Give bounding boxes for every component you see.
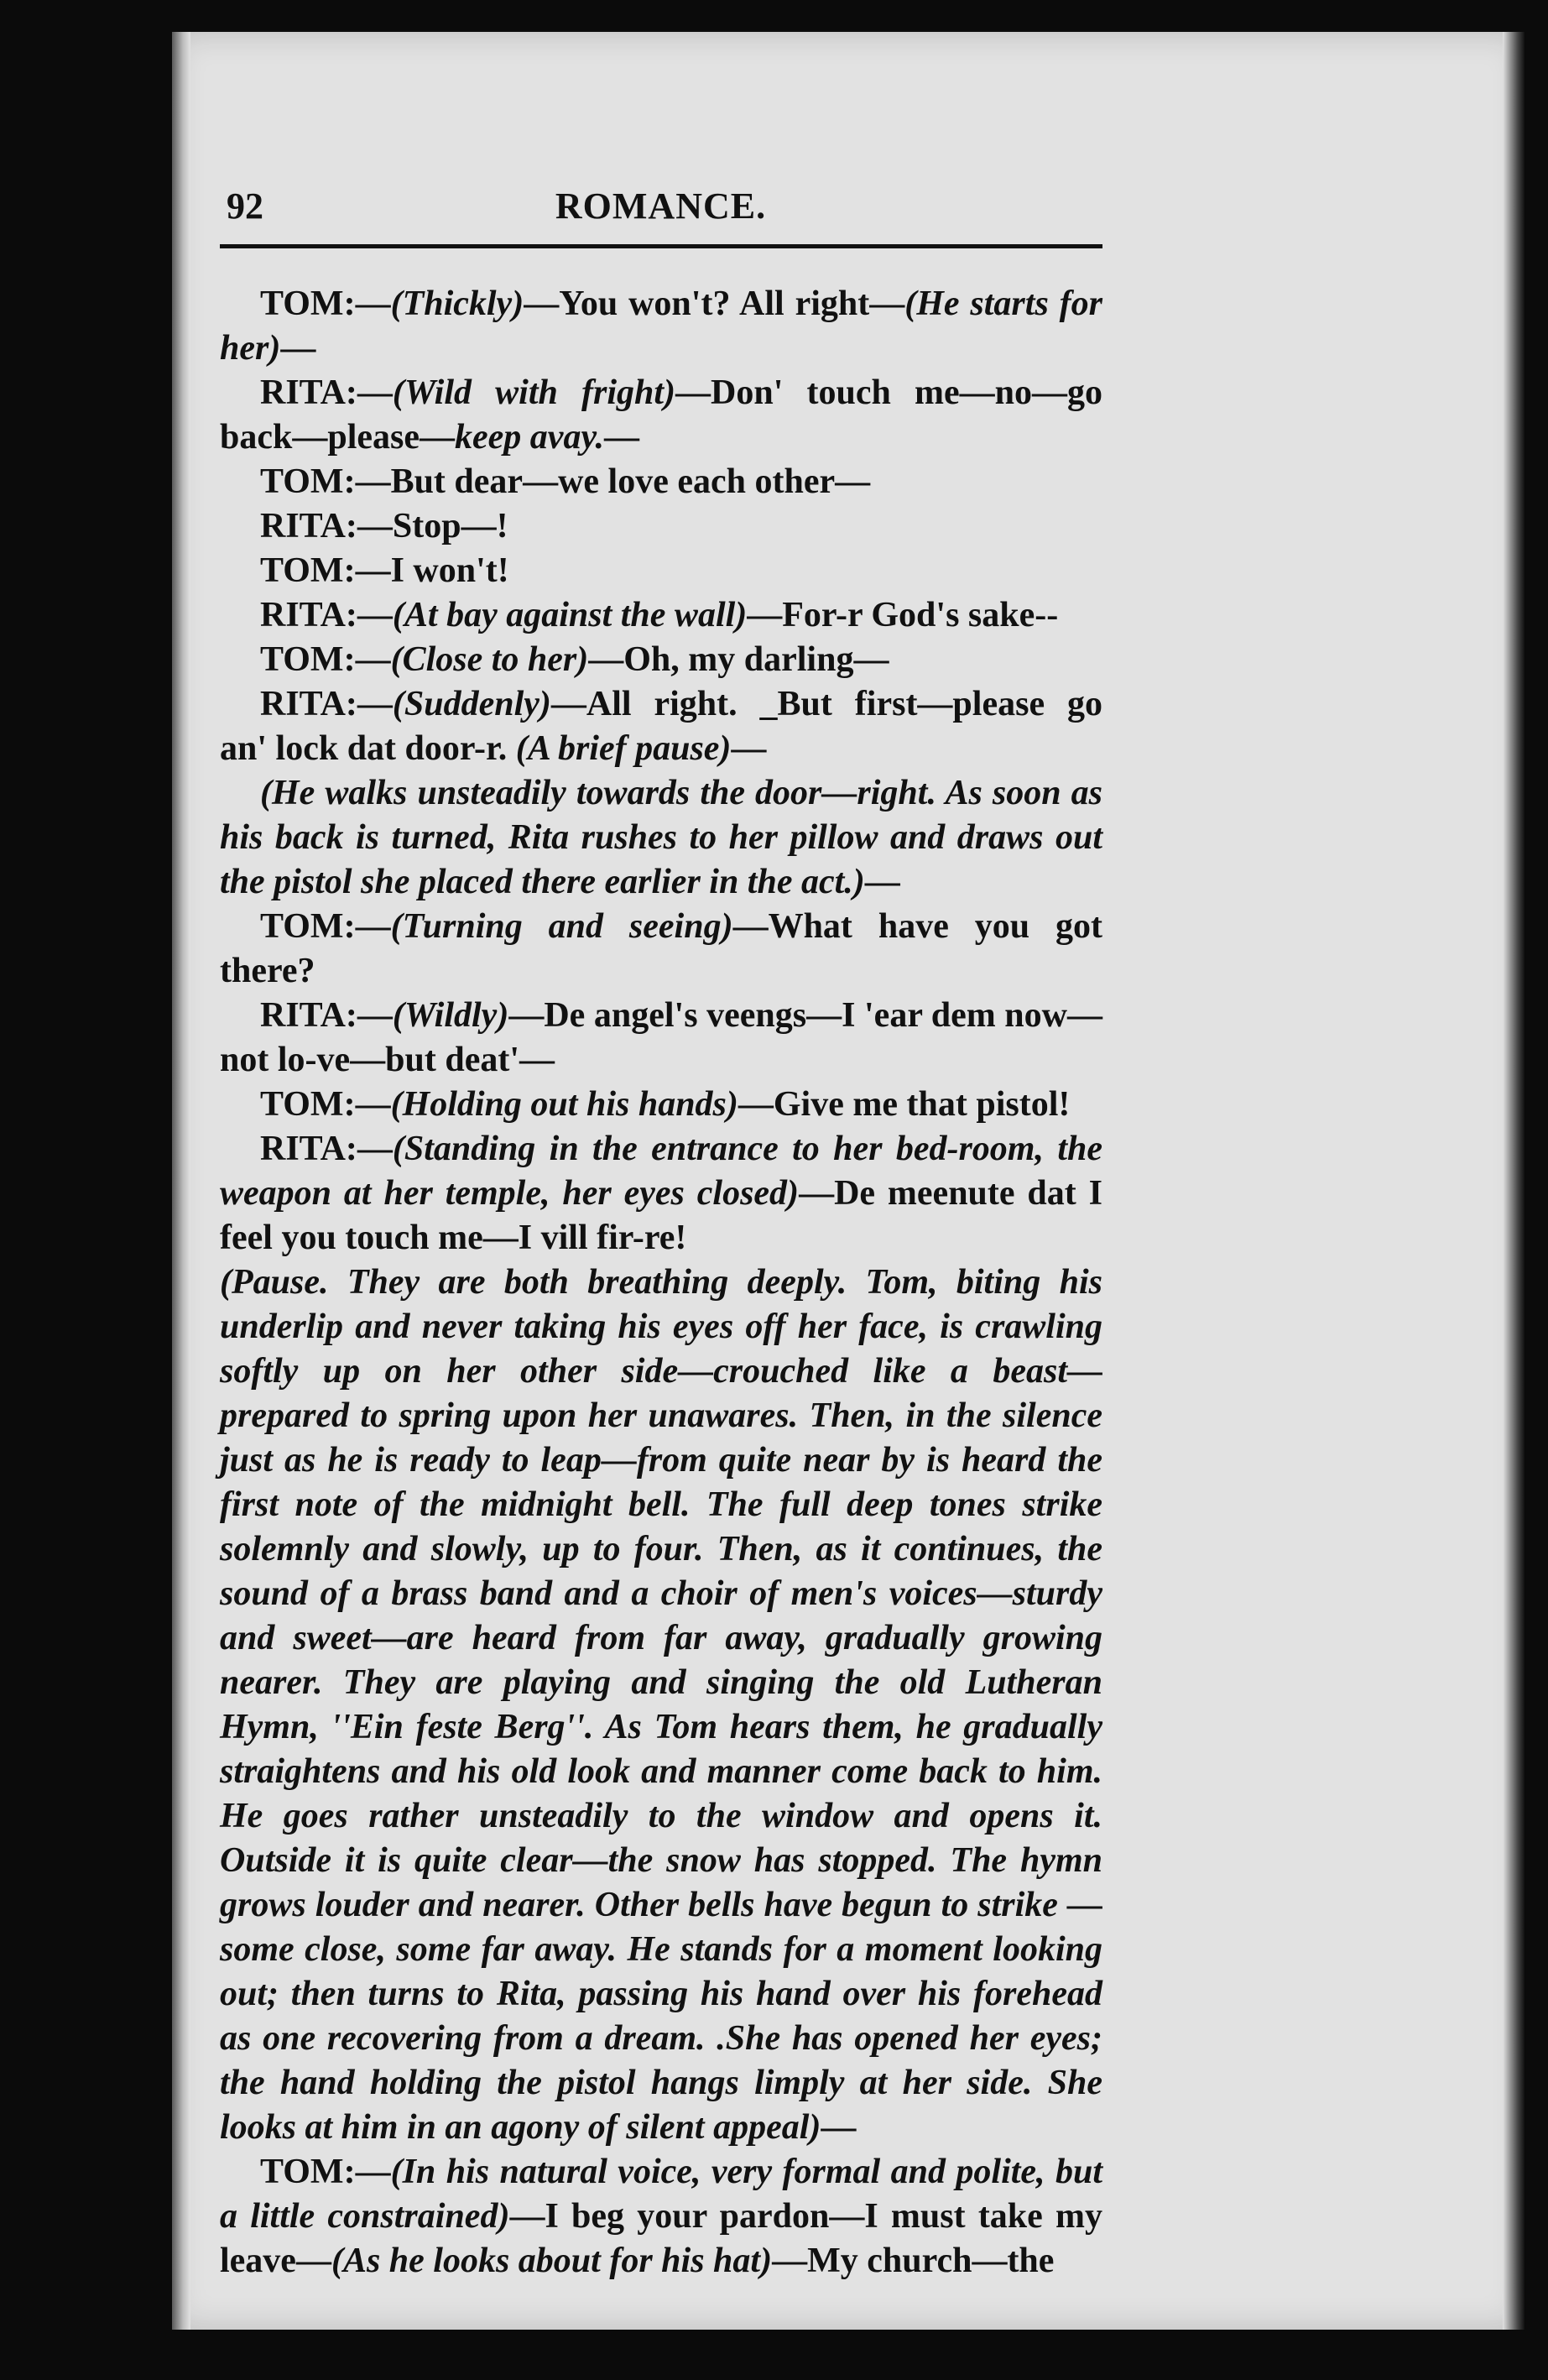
spoken-text: :— (343, 907, 391, 946)
spoken-text: :— (343, 1085, 391, 1124)
spoken-text: :—Stop—! (345, 507, 508, 545)
stage-direction-text: (Pause. They are both breathing deeply. Tom, biting his underlip and never taking his eyes off her face, is crawling softly up on her other side—crouched like a beast—prepared to spring upon her unawares. Then, in the silence just as he is ready to leap—from quite near by is heard the first note of the midnight bell. The full deep tones strike solemnly and slowly, up to four. Then, as it continues, the sound of a brass band and a choir of men's voices—sturdy and sweet—are heard from far away, gradually growing nearer. They are playing and singing the old Lutheran Hymn, ''Ein feste Berg''. As Tom hears them, he gradually straightens and his old look and manner come back to him. He goes rather unsteadily to the window and opens it. Outside it is quite clear—the snow has stopped. The hymn grows louder and nearer. Other bells have begun to strike —some close, some far away. He stands for a moment looking out; then turns to Rita, passing his hand over his forehead as one recovering from a dream. .She has opened her eyes; the hand holding the pistol hangs limply at her side. She looks at him in an agony of silent appeal) (220, 1263, 1102, 2147)
speaker-name: TOM (260, 284, 344, 323)
spoken-text: — (821, 2108, 857, 2147)
dialogue-line (220, 1083, 1102, 1127)
spoken-text: :— (345, 596, 393, 634)
speaker-name: RITA (260, 507, 346, 545)
dialogue-line (220, 371, 1102, 460)
spoken-text: — (604, 418, 640, 457)
spoken-text: —Give me that pistol! (738, 1085, 1071, 1124)
spoken-text: —For-r God's sake-- (747, 596, 1059, 634)
dialogue-line (220, 460, 1102, 504)
dialogue-line (220, 504, 1102, 549)
stage-direction-text: (In his natural voice, very formal and polite, but a little constrained) (220, 2153, 1102, 2236)
spoken-text: :— (345, 996, 393, 1035)
dialogue-line (220, 593, 1102, 638)
spoken-text: :— (343, 640, 391, 679)
stage-direction-text: (Standing in the entrance to her bed-room, the weapon at her temple, her eyes closed) (220, 1130, 1102, 1213)
spoken-text: — (280, 329, 316, 368)
speaker-name: RITA (260, 1130, 346, 1168)
speaker-name: RITA (260, 373, 346, 412)
spoken-text: —Don' touch me—no—go back—please— (220, 373, 1102, 457)
dialogue-line (220, 549, 1102, 593)
speaker-name: TOM (260, 1085, 344, 1124)
stage-direction-text: (At bay against the wall) (392, 596, 748, 634)
speaker-name: RITA (260, 685, 346, 723)
spoken-text: —I beg your pardon—I must take my leave— (220, 2197, 1103, 2280)
speaker-name: TOM (260, 551, 344, 590)
stage-direction-text: (A brief pause) (515, 729, 732, 768)
spoken-text: —De angel's veengs—I 'ear dem now—not lo-ve—but deat'— (220, 996, 1102, 1079)
stage-direction (220, 1260, 1102, 2150)
stage-direction-text: (Suddenly) (392, 685, 551, 723)
dialogue-line (220, 994, 1102, 1083)
page-header (227, 185, 1095, 235)
speaker-name: TOM (260, 907, 344, 946)
speaker-name: TOM (260, 640, 344, 679)
stage-direction-text: (Turning and seeing) (390, 907, 733, 946)
stage-direction-text: (He walks unsteadily towards the door—right. As soon as his back is turned, Rita rushes to her pillow and draws out the pistol she placed there earlier in the act.) (220, 774, 1102, 901)
dialogue-line (220, 282, 1102, 371)
speaker-name: RITA (260, 596, 346, 634)
stage-direction-text: (Wildly) (392, 996, 509, 1035)
running-title: ROMANCE. (555, 185, 767, 227)
stage-direction-text: keep avay. (455, 418, 605, 457)
spoken-text: — (731, 729, 767, 768)
dialogue-line (220, 682, 1102, 771)
spoken-text: —You won't? All right— (524, 284, 905, 323)
spoken-text: :—But dear—we love each other— (343, 462, 871, 501)
speaker-name: TOM (260, 462, 344, 501)
spoken-text: :— (345, 1130, 393, 1168)
spoken-text: :—I won't! (343, 551, 509, 590)
spoken-text: — (864, 863, 900, 901)
spoken-text: :— (343, 2153, 391, 2191)
stage-direction-text: (As he looks about for his hat) (331, 2242, 773, 2280)
spoken-text: —My church—the (772, 2242, 1055, 2280)
spoken-text: —Oh, my darling— (588, 640, 889, 679)
play-text (220, 282, 1102, 2283)
stage-direction-text: (Close to her) (390, 640, 589, 679)
dialogue-line (220, 905, 1102, 994)
stage-direction-text: (Thickly) (390, 284, 524, 323)
spoken-text: —All right. _But first—please go an' lock dat door-r. (220, 685, 1102, 768)
spoken-text: :— (345, 685, 393, 723)
spoken-text: —De meenute dat I feel you touch me—I vill fir-re! (220, 1174, 1103, 1257)
dialogue-line (220, 638, 1102, 682)
speaker-name: TOM (260, 2153, 344, 2191)
stage-direction-text: (He starts for her) (220, 284, 1103, 368)
stage-direction (220, 771, 1102, 905)
spoken-text: —What have you got there? (220, 907, 1102, 990)
page-number: 92 (227, 185, 263, 227)
spoken-text: :— (343, 284, 391, 323)
speaker-name: RITA (260, 996, 346, 1035)
stage-direction-text: (Wild with fright) (392, 373, 676, 412)
dialogue-line (220, 1127, 1102, 1260)
stage-direction-text: (Holding out his hands) (390, 1085, 738, 1124)
spoken-text: :— (345, 373, 393, 412)
dialogue-line (220, 2150, 1102, 2283)
header-rule (220, 244, 1102, 248)
